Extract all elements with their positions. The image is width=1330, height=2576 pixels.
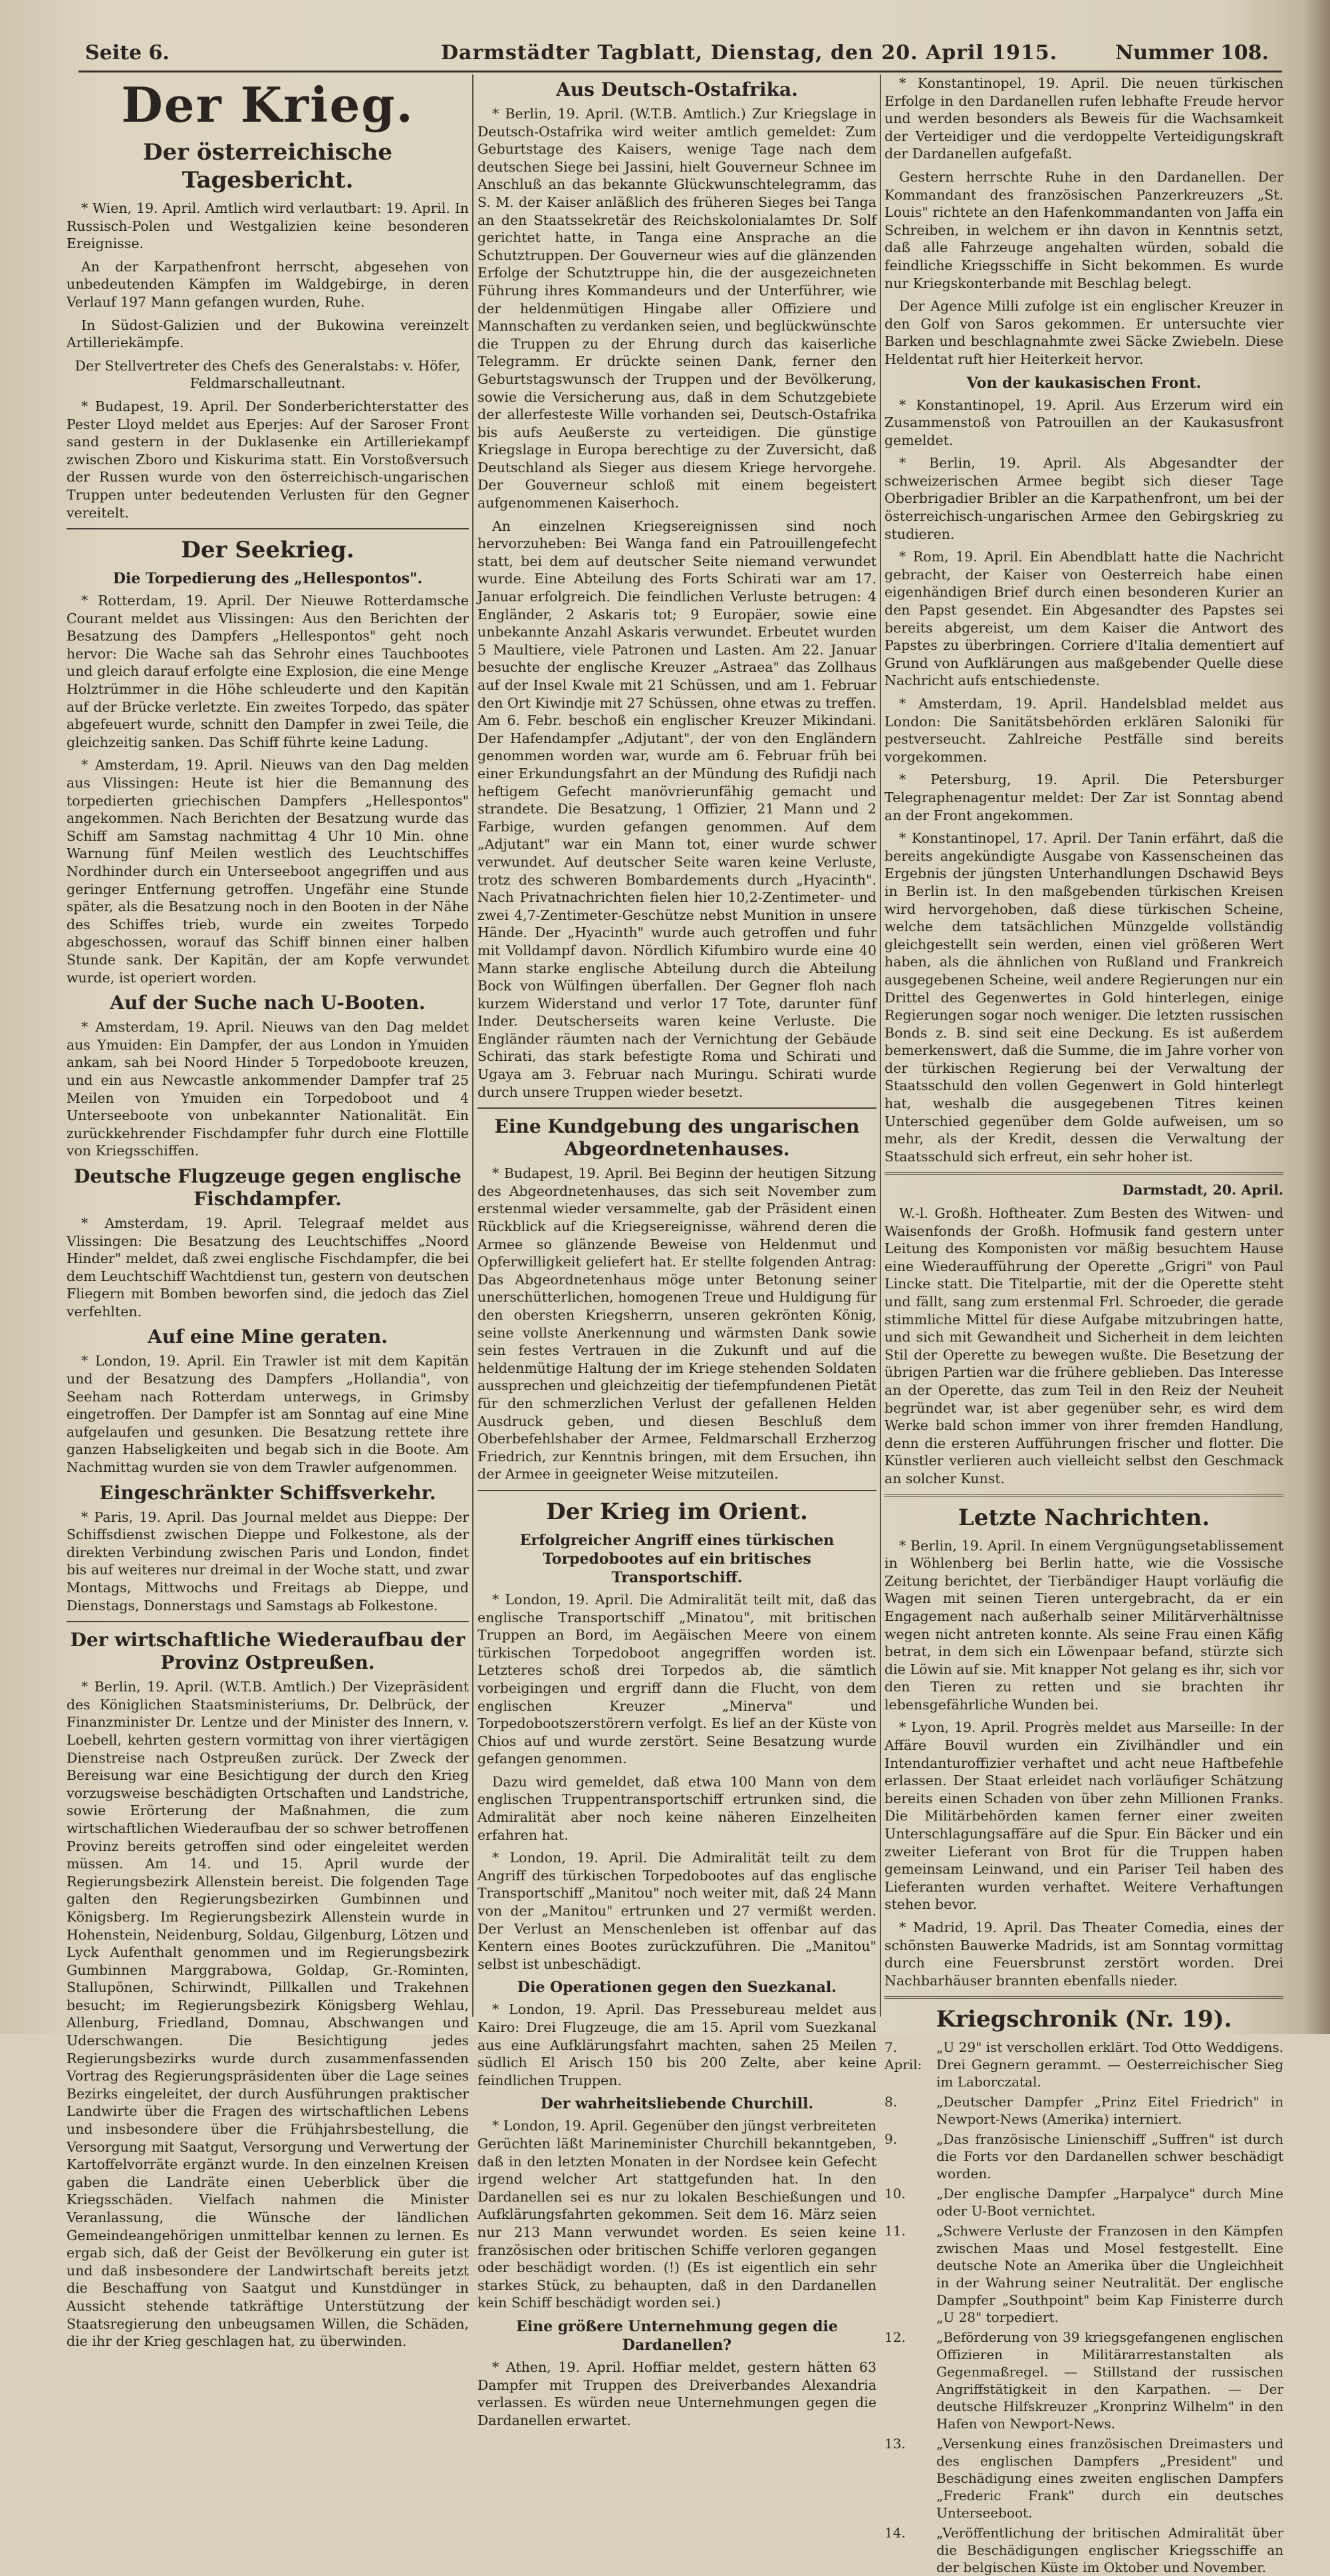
section-heading-orient: Der Krieg im Orient. <box>546 1498 808 1525</box>
section-heading-africa: Aus Deutsch-Ostafrika. <box>556 78 798 100</box>
article-paragraph: * Wien, 19. April. Amtlich wird verlautbart: 19. April. In Russisch-Polen und Westgalizien keine besonderen Ereignisse. <box>66 200 469 252</box>
chronicle-entry <box>884 2435 1283 2521</box>
subheading: Auf der Suche nach U-Booten. <box>110 992 426 1014</box>
column-3 <box>884 74 1283 2576</box>
article-paragraph: * Berlin, 19. April. Als Abgesandter der schweizerischen Armee begibt sich dieser Tage Oberbrigadier Bribler an die Karpathenfront, um bei der österreichisch-ungarischen Armee den Gebirgskrieg zu studieren. <box>884 455 1283 542</box>
article-paragraph: * Paris, 19. April. Das Journal meldet aus Dieppe: Der Schiffsdienst zwischen Dieppe und Folkestone, als der direkten Verbindung zwischen Paris und London, findet bis auf weiteres nur dreimal in der Woche statt, und zwar Montags, Mittwochs und Freitags ab Dieppe, und Dienstags, Donnerstags und Samstags ab Folkestone. <box>66 1508 469 1614</box>
article-paragraph: An der Karpathenfront herrscht, abgesehen von unbedeutenden Kämpfen im Waldgebirge, in deren Verlauf 197 Mann gefangen wurden, Ruhe. <box>66 258 469 310</box>
divider <box>66 1621 469 1622</box>
column-rule <box>472 74 473 2017</box>
chronicle-text: „Der englische Dampfer „Harpalyce" durch Mine oder U-Boot vernichtet. <box>936 2186 1283 2219</box>
subheading: Die Torpedierung des „Hellespontos". <box>112 570 423 588</box>
article-paragraph: * Petersburg, 19. April. Die Petersburger Telegraphenagentur meldet: Der Zar ist Sonntag abend an der Front angekommen. <box>884 772 1283 823</box>
main-title: Der Krieg. <box>121 76 414 133</box>
article-paragraph: In Südost-Galizien und der Bukowina vereinzelt Artilleriekämpfe. <box>66 317 469 351</box>
chronicle-date: 11. <box>884 2223 906 2239</box>
chronicle-entry <box>884 2130 1283 2182</box>
article-paragraph: * Budapest, 19. April. Der Sonderberichterstatter des Pester Lloyd meldet aus Eperjes: Auf der Saroser Front sand gestern in der Duklasenke ein Artilleriekampf zwischen Zboro und Kiskurima statt. Ein Vorstoßversuch der Russen wurde von den österreichisch-ungarischen Truppen unter bedeutenden Verlusten für den Gegner vereitelt. <box>66 398 469 521</box>
article-paragraph: * London, 19. April. Gegenüber den jüngst verbreiteten Gerüchten läßt Marineminister Churchill bekanntgeben, daß in den letzten Monaten in der Nordsee kein Gefecht irgend welcher Art stattgefunden hat. In den Dardanellen sei es nur zu lokalen Beschießungen und Aufklärungsfahrten gekommen. Seit dem 16. März seien nur 213 Mann verwundet worden. Es seien keine französischen oder britischen Schiffe verloren gegangen oder beschädigt worden. (!) (Es ist eigentlich ein sehr starkes Stück, zu behaupten, daß in den Dardanellen kein Schiff beschädigt worden sei.) <box>477 2118 876 2311</box>
article-paragraph: * Berlin, 19. April. (W.T.B. Amtlich.) Der Vizepräsident des Königlichen Staatsministeriums, Dr. Delbrück, der Finanzminister Dr. Lentze und der Minister des Innern, v. Loebell, kehrten gestern vormittag von ihrer viertägigen Dienstreise nach Ostpreußen zurück. Der Zweck der Bereisung war eine Besichtigung der durch den Krieg vorzugsweise beschädigten Ortschaften und Landstriche, sowie Erörterung der Maßnahmen, die zum wirtschaftlichen Wiederaufbau der so schwer betroffenen Provinz bereits getroffen sind oder eingeleitet werden müssen. Am 14. und 15. April wurde der Regierungsbezirk Allenstein bereist. Die folgenden Tage galten den Regierungsbezirken Gumbinnen und Königsberg. Im Regierungsbezirk Allenstein wurde in Hohenstein, Neidenburg, Soldau, Gilgenburg, Lötzen und Lyck Aufenthalt genommen und im Regierungsbezirk Gumbinnen Marggrabowa, Goldap, Gr.-Rominten, Stallupönen, Schirwindt, Pillkallen und Trakehnen besucht; im Regierungsbezirk Königsberg Wehlau, Allenburg, Friedland, Domnau, Abschwangen und Uderschwangen. Die Besichtigung jedes Regierungsbezirks wurde durch zusammenfassenden Vortrag des Regierungspräsidenten über die Lage seines Bezirks eingeleitet, der durch Ausführungen praktischer Landwirte über die Fragen des wirtschaftlichen Lebens und insbesondere über die Frühjahrsbestellung, die Versorgung mit Saatgut, Versorgung und Verwertung der Kartoffelvorräte ergänzt wurde. In den einzelnen Kreisen gaben die Landräte einen Ueberblick über die Kriegsschäden. Vielfach nahmen die Minister Veranlassung, die Wünsche der ländlichen Gemeindeangehörigen unmittelbar kennen zu lernen. Es ergab sich, daß der Geist der Bevölkerung ein guter ist und daß insbesondere der Landwirtschaft bereits jetzt die Beschaffung von Saatgut und Kunstdünger in Aussicht stehende tatkräftige Unterstützung der Staatsregierung den unbeugsamen Willen, die Schäden, die ihr der Krieg geschlagen hat, zu überwinden. <box>66 1679 469 2350</box>
subheading: Der wahrheitsliebende Churchill. <box>540 2095 814 2113</box>
subheading: Eingeschränkter Schiffsverkehr. <box>99 1481 436 1504</box>
issue-number: Nummer 108. <box>1115 41 1269 65</box>
subheading: Die Operationen gegen den Suezkanal. <box>517 1979 837 1997</box>
divider <box>884 1495 1283 1497</box>
section-heading-econ: Der wirtschaftliche Wiederaufbau der Provinz Ostpreußen. <box>70 1629 466 1674</box>
article-paragraph: * London, 19. April. Die Admiralität teilt mit, daß das englische Transportschiff „Minatou", mit britischen Truppen an Bord, im Aegäischen Meere von einem türkischen Torpedoboot angegriffen worden ist. Letzteres schoß drei Torpedos ab, die sämtlich vorbeigingen und ergriff dann die Flucht, von dem englischen Kreuzer „Minerva" und Torpedobootszerstörern verfolgt. Es lief an der Küste von Chios auf und wurde zerstört. Seine Besatzung wurde gefangen genommen. <box>477 1591 876 1767</box>
column-rule <box>880 74 881 2017</box>
chronicle-text: „Beförderung von 39 kriegsgefangenen englischen Offizieren in Militärarrestanstalten als Gegenmaßregel. — Stillstand der russischen Angriffstätigkeit in den Karpathen. — Der deutsche Hilfskreuzer „Kronprinz Wilhelm" in den Hafen von Newport-News. <box>936 2329 1283 2432</box>
chronicle-entry <box>884 2222 1283 2326</box>
chronicle-entry <box>884 2185 1283 2219</box>
divider <box>477 1107 876 1109</box>
article-paragraph: * Budapest, 19. April. Bei Beginn der heutigen Sitzung des Abgeordnetenhauses, das sich seit November zum erstenmal wieder versammelte, gab der Präsident einen Rückblick auf die Kriegsereignisse, während deren die Armee so glänzende Beweise von Heldenmut und Opferwilligkeit geliefert hat. Er stellte folgenden Antrag: Das Abgeordnetenhaus möge unter Betonung seiner unerschütterlichen, homogenen Treue und Huldigung für den obersten Kriegsherrn, unseren gekrönten König, seine vollste Anerkennung und wärmsten Dank sowie sein festes Vertrauen in die Zukunft und auf die heldenmütige Haltung der im Kriege stehenden Soldaten aussprechen und gleichzeitig der tiefempfundenen Pietät für den schmerzlichen Verlust der gefallenen Helden Ausdruck geben, und diesen Beschluß dem Oberbefehlshaber der Armee, Feldmarschall Erzherzog Friedrich, zur Kenntnis bringen, mit dem Ersuchen, ihn der Armee in geeigneter Weise mitzuteilen. <box>477 1165 876 1483</box>
dateline: Darmstadt, 20. April. <box>1122 1182 1283 1199</box>
article-paragraph: * Konstantinopel, 17. April. Der Tanin erfährt, daß die bereits angekündigte Ausgabe von Kassenscheinen das Ergebnis der jüngsten Unterhandlungen Dschawid Beys in Berlin ist. In den maßgebenden türkischen Kreisen wird hervorgehoben, daß diese türkischen Scheine, welche dem tatsächlichen Münzgelde vollständig gleichgestellt sein werden, einen viel größeren Wert haben, als die ähnlichen von Rußland und Frankreich ausgegebenen Scheine, weil andere Regierungen nur ein Drittel des Gegenwertes in Gold hinterlegen, einige Regierungen sogar noch weniger. Die letzten russischen Bonds z. B. sind seit eine Deckung. Es ist außerdem bemerkenswert, daß die Summe, die im Jahre vorher von der türkischen Regierung bei der Verwaltung der Staatsschuld den vollen Gegenwert in Gold hinterlegt hat, weshalb die ausgegebenen Titres keinen Unterschied gegenüber dem Golde aufweisen, um so mehr, als der Kredit, dessen die Verwaltung der Staatsschuld sich erfreut, ein sehr hoher ist. <box>884 830 1283 1165</box>
article-paragraph: * London, 19. April. Die Admiralität teilt zu dem Angriff des türkischen Torpedobootes auf das englische Transportschiff „Manitou" noch weiter mit, daß 24 Mann von der „Manitou" ertrunken und 27 vermißt werden. Der Verlust an Menschenleben ist offenbar auf das Kentern eines Bootes zurückzuführen. Die „Manitou" selbst ist unbeschädigt. <box>477 1850 876 1972</box>
article-paragraph: Der Agence Milli zufolge ist ein englischer Kreuzer in den Golf von Saros gekommen. Er untersuchte vier Barken und beschlagnahmte zwei Säcke Zwiebeln. Diese Heldentat ruft hier Heiterkeit hervor. <box>884 298 1283 367</box>
article-paragraph: * London, 19. April. Ein Trawler ist mit dem Kapitän und der Besatzung des Dampfers „Hollandia", von Seeham nach Rotterdam unterwegs, in Grimsby eingetroffen. Der Dampfer ist am Sonntag auf eine Mine aufgelaufen und gesunken. Die Besatzung rettete ihre ganzen Habseligkeiten und begab sich in die Boote. Am Nachmittag wurden sie von dem Trawler aufgenommen. <box>66 1353 469 1476</box>
divider <box>477 1490 876 1491</box>
article-paragraph: * Konstantinopel, 19. April. Aus Erzerum wird ein Zusammenstoß von Patrouillen an der Kaukasusfront gemeldet. <box>884 396 1283 448</box>
signature: Der Stellvertreter des Chefs des Generalstabs: v. Höfer, Feldmarschalleutnant. <box>74 357 461 392</box>
article-paragraph: * Berlin, 19. April. In einem Vergnügungsetablissement in Wöhlenberg bei Berlin hatte, wie die Vossische Zeitung berichtet, der Tierbändiger Haupt vorläufig die Wagen mit seinen Tieren untergebracht, da er ein Engagement nach außerhalb seiner Militärverhältnisse wegen nicht antreten konnte. Als seine Frau einen Käfig betrat, in dem sich ein Löwenpaar befand, stürzte sich die Löwin auf sie. Mit knapper Not gelang es ihr, sich vor den Tieren zu retten und sie brachten ihr lebensgefährliche Wunden bei. <box>884 1537 1283 1713</box>
section-heading-hungary: Eine Kundgebung des ungarischen Abgeordnetenhauses. <box>494 1115 860 1161</box>
divider <box>66 528 469 529</box>
chronicle-date: 14. <box>884 2525 906 2541</box>
subheading: Auf eine Mine geraten. <box>148 1326 388 1348</box>
chronicle-list <box>884 2039 1283 2576</box>
article-paragraph: An einzelnen Kriegsereignissen sind noch hervorzuheben: Bei Wanga fand ein Patrouillengefecht statt, bei dem auf deutscher Seite niemand verwundet wurde. Eine Abteilung des Forts Schirati war am 17. Januar erfolgreich. Die feindlichen Verluste betrugen: 4 Engländer, 2 Askaris tot; 9 Europäer, sowie eine unbekannte Anzahl Askaris verwundet. Erbeutet wurden 5 Maultiere, viele Patronen und Lasten. Am 22. Januar besuchte der englische Kreuzer „Astraea" das Zollhaus auf der Insel Kwale mit 21 Schüssen, und am 1. Februar den Ort Kiwindje mit 27 Schüssen, ohne etwas zu treffen. Am 6. Febr. beschoß ein englischer Kreuzer Mikindani. Der Hafendampfer „Adjutant", der von den Engländern genommen worden war, wurde am 6. Februar früh bei einer Erkundungsfahrt an der Mündung des Rufidji nach heftigem Gefecht manövrierunfähig gemacht und strandete. Die Besatzung, 1 Offizier, 21 Mann und 2 Farbige, wurden gefangen genommen. Auf dem „Adjutant" war ein Mann tot, einer wurde schwer verwundet. Auf deutscher Seite waren keine Verluste, trotz des schweren Bombardements durch „Hyacinth". Nach Privatnachrichten fielen hier 10,2-Zentimeter- und zwei 4,7-Zentimeter-Geschütze nebst Munition in unsere Hände. Der „Hyacinth" wurde auch getroffen und fuhr mit Volldampf davon. Nördlich Kifumbiro wurde eine 40 Mann starke englische Abteilung durch die Abteilung Bock von Wülfingen überfallen. Der Gegner floh nach kurzem Widerstand und verlor 17 Tote, darunter fünf Inder. Deutscherseits waren keine Verluste. Die Engländer räumten nach der Vernichtung der Gebäude Schirati, das stark befestigte Roma und Schirati und Ugaya am 3. Februar nach Muringu. Schirati wurde durch unsere Truppen wieder besetzt. <box>477 517 877 1100</box>
section-heading-latest: Letzte Nachrichten. <box>958 1504 1210 1531</box>
chronicle-text: „U 29" ist verschollen erklärt. Tod Otto Weddigens. Drei Gegnern gerammt. — Oesterreichischer Sieg im Laborczatal. <box>936 2039 1283 2090</box>
chronicle-entry <box>884 2329 1283 2432</box>
chronicle-text: „Veröffentlichung der britischen Admiralität über die Beschädigungen englischer Kriegsschiffe an der belgischen Küste im Oktober und November. <box>936 2525 1283 2576</box>
article-paragraph: * Amsterdam, 19. April. Handelsblad meldet aus London: Die Sanitätsbehörden erklären Saloniki für pestverseucht. Zahlreiche Pestfälle sind bereits vorgekommen. <box>884 696 1283 765</box>
article-paragraph: * Berlin, 19. April. (W.T.B. Amtlich.) Zur Kriegslage in Deutsch-Ostafrika wird weiter amtlich gemeldet: Zum Geburtstage des Kaisers, wenige Tage nach dem deutschen Siege bei Jassini, hielt Gouverneur Schnee im Anschluß an das bekannte Glückwunschtelegramm, das S. M. der Kaiser anläßlich des früheren Sieges bei Tanga an den Staatssekretär des Reichskolonialamtes Dr. Solf gerichtet hatte, in Tanga eine Ansprache an die Schutztruppen. Der Gouverneur wies auf die glänzenden Erfolge der Schutztruppe hin, die der ausgezeichneten Führung ihres Kommandeurs und der Unterführer, wie der heldenmütigen Hingabe aller Offiziere und Mannschaften zu verdanken seien, und beglückwünschte die Truppen zu der Ehrung durch das kaiserliche Telegramm. Er drückte seinen Dank, ferner den Geburtstagswunsch der Truppen und der Bevölkerung, sowie die Versicherung aus, daß in dem Schutzgebiete der allerfesteste Wille vorhanden sei, Deutsch-Ostafrika bis aufs Aeußerste zu verteidigen. Die günstige Kriegslage in Europa berechtige zu der Zuversicht, daß Deutschland als Sieger aus diesem Kriege hervorgehe. Der Gouverneur schloß mit einem begeistert aufgenommenen Kaiserhoch. <box>477 106 876 511</box>
masthead: Darmstädter Tagblatt, Dienstag, den 20. April 1915. <box>441 41 1058 65</box>
chronicle-entry <box>884 2093 1283 2128</box>
article-paragraph: * Amsterdam, 19. April. Nieuws van den Dag melden aus Vlissingen: Heute ist hier die Bemannung des torpedierten griechischen Dampfers „Hellespontos" angekommen. Nach Berichten der Besatzung wurde das Schiff am Samstag nachmittag 4 Uhr 10 Min. ohne Warnung fünf Meilen westlich des Leuchtschiffes Nordhinder durch ein Unterseeboot angegriffen und aus geringer Entfernung getroffen. Ungefähr eine Stunde später, als die Besatzung noch in den Booten in der Nähe des Schiffes trieb, wurde ein zweites Torpedo abgeschossen, worauf das Schiff binnen einer halben Stunde sank. Der Kapitän, der am Kopfe verwundet wurde, ist operiert worden. <box>66 757 469 986</box>
divider <box>884 1996 1283 1999</box>
subheading: Von der kaukasischen Front. <box>966 374 1202 392</box>
column-1 <box>66 74 469 2350</box>
article-paragraph: Gestern herrschte Ruhe in den Dardanellen. Der Kommandant des französischen Panzerkreuzers „St. Louis" richtete an den Hafenkommandanten von Jaffa ein Schreiben, in welchem er ihn davon in Kenntnis setzt, daß alle Fahrzeuge angehalten würden, sobald die feindliche Kriegsschiffe in Sicht bekommen. Es wurde nur Kriegskonterbande mit Beschlag belegt. <box>884 168 1283 291</box>
page-header <box>78 40 1282 72</box>
section-heading-seekrieg: Der Seekrieg. <box>181 537 354 564</box>
chronicle-text: „Schwere Verluste der Franzosen in den Kämpfen zwischen Maas und Mosel festgestellt. Eine deutsche Note an Amerika über die Ungleichheit in der Wahrung seiner Neutralität. Der englische Dampfer „Southpoint" beim Kap Finisterre durch „U 28" torpediert. <box>936 2223 1283 2326</box>
article-paragraph: * Lyon, 19. April. Progrès meldet aus Marseille: In der Affäre Bouvil wurden ein Zivilhändler und ein Intendanturoffizier verhaftet und acht neue Haftbefehle erlassen. Der Staat erleidet nach vorläufiger Schätzung bereits einen Schaden von über zehn Millionen Franks. Die Militärbehörden kamen ferner einer zweiten Unterschlagungsaffäre auf die Spur. Ein Bäcker und ein zweiter Lieferant von Brot für die Truppen haben gemeinsam Leinwand, und ein Pariser Teil haben des Lieferanten wurden verhaftet. Weitere Verhaftungen stehen bevor. <box>884 1719 1283 1913</box>
chronicle-entry <box>884 2524 1283 2576</box>
column-2 <box>477 74 877 2428</box>
article-paragraph: * Konstantinopel, 19. April. Die neuen türkischen Erfolge in den Dardanellen rufen lebhafte Freude hervor und werden besonders als Beweis für die Wachsamkeit der Verteidiger und die verdoppelte Verteidigungskraft der Dardanellen aufgefaßt. <box>884 75 1283 162</box>
article-paragraph: * Rom, 19. April. Ein Abendblatt hatte die Nachricht gebracht, der Kaiser von Oesterreich habe einen eigenhändigen Brief durch einen besonderen Kurier an den Papst gesendet. Ein Abgesandter des Papstes sei bereits abgereist, um dem Kaiser die Antwort des Papstes zu überbringen. Corriere d'Italia dementiert auf Grund von Aufklärungen aus maßgebender Quelle diese Nachricht aufs entschiedenste. <box>884 549 1283 689</box>
article-paragraph: * London, 19. April. Das Pressebureau meldet aus Kairo: Drei Flugzeuge, die am 15. April vom Suezkanal aus eine Aufklärungsfahrt machten, sahen 25 Meilen südlich El Arisch 150 bis 200 Zelte, aber keine feindlichen Truppen. <box>477 2001 876 2088</box>
section-heading-austria: Der österreichische Tagesbericht. <box>143 139 392 194</box>
chronicle-date: 7. April: <box>884 2039 922 2073</box>
subheading: Eine größere Unternehmung gegen die Dardanellen? <box>516 2317 838 2354</box>
chronicle-date: 13. <box>884 2436 906 2452</box>
article-paragraph: * Amsterdam, 19. April. Nieuws van den Dag meldet aus Ymuiden: Ein Dampfer, der aus London in Ymuiden ankam, sah bei Noord Hinder 5 Torpedoboote kreuzen, und ein aus Newcastle ankommender Dampfer traf 25 Meilen von Ymuiden ein Torpedoboot und 4 Unterseeboote von unbekannter Nationalität. Ein zurückkehrender Fischdampfer fuhr durch eine Flottille von Kriegsschiffen. <box>66 1019 469 1159</box>
chronicle-date: 10. <box>884 2186 906 2202</box>
chronicle-date: 9. <box>884 2131 898 2148</box>
chronicle-entry <box>884 2039 1283 2090</box>
chronicle-date: 8. <box>884 2094 898 2110</box>
page-number: Seite 6. <box>85 41 170 65</box>
chronicle-date: 12. <box>884 2329 906 2346</box>
subheading: Deutsche Flugzeuge gegen englische Fischdampfer. <box>74 1165 462 1210</box>
article-paragraph: * Amsterdam, 19. April. Telegraaf meldet aus Vlissingen: Die Besatzung des Leuchtschiffes „Noord Hinder" meldet, daß zwei englische Fischdampfer, die bei dem Leuchtschiff Wachtdienst tun, gestern von deutschen Fliegern mit Bomben beworfen sind, die jedoch das Ziel verfehlten. <box>66 1215 469 1320</box>
chronicle-text: „Deutscher Dampfer „Prinz Eitel Friedrich" in Newport-News (Amerika) interniert. <box>936 2094 1283 2128</box>
chronicle-text: „Versenkung eines französischen Dreimasters und des englischen Dampfers „President" und Beschädigung eines zweiten englischen Dampfers „Frederic Frank" durch ein deutsches Unterseeboot. <box>936 2436 1283 2521</box>
article-paragraph: Dazu wird gemeldet, daß etwa 100 Mann von dem englischen Truppentransportschiff ertrunken sind, die Admiralität aber noch keine näheren Einzelheiten erfahren hat. <box>477 1773 876 1843</box>
article-paragraph: * Madrid, 19. April. Das Theater Comedia, eines der schönsten Bauwerke Madrids, ist am Sonntag vormittag durch eine Feuersbrunst zerstört worden. Drei Nachbarhäuser brannten ebenfalls nieder. <box>884 1920 1283 1989</box>
page-edge-shadow <box>1303 0 1330 2034</box>
subheading: Erfolgreicher Angriff eines türkischen Torpedobootes auf ein britisches Transportschiff. <box>519 1531 835 1586</box>
divider <box>884 1172 1283 1175</box>
section-heading-chronicle: Kriegschronik (Nr. 19). <box>936 2006 1232 2033</box>
chronicle-text: „Das französische Linienschiff „Suffren" ist durch die Forts vor den Dardanellen schwer beschädigt worden. <box>936 2131 1283 2182</box>
article-paragraph: W.-l. Großh. Hoftheater. Zum Besten des Witwen- und Waisenfonds der Großh. Hofmusik fand gestern unter Leitung des Komponisten vor mäßig besuchtem Hause eine Wiederaufführung der Operette „Grigri" von Paul Lincke statt. Die Titelpartie, mit der die Operette steht und fällt, sang zum erstenmal Frl. Schroeder, die gerade stimmliche Mittel für diese Aufgabe mitzubringen hatte, und sich mit Gewandheit und Sicherheit in dem leichten Stil der Operette zu bewegen wußte. Die Besetzung der übrigen Partien war die frühere geblieben. Das Interesse an der Operette, das zum Teil in den Reiz der Neuheit begründet war, ist aber gegenüber sehr, es wird dem Werke bald schon immer von ihrer fremden Handlung, denn die ersteren Aufführungen frischer und flotter. Die Künstler verlieren auch vielleicht selbst den Geschmack an solcher Kunst. <box>884 1205 1283 1487</box>
article-paragraph: * Athen, 19. April. Hoffiar meldet, gestern hätten 63 Dampfer mit Truppen des Dreiverbandes Alexandria verlassen. Es würden neue Unternehmungen gegen die Dardanellen erwartet. <box>477 2359 876 2428</box>
article-paragraph: * Rotterdam, 19. April. Der Nieuwe Rotterdamsche Courant meldet aus Vlissingen: Aus den Berichten der Besatzung des Dampfers „Hellespontos" geht noch hervor: Die Wache sah das Sehrohr eines Tauchbootes und gleich darauf erfolgte eine Explosion, die eine Menge Holztrümmer in die Höhe schleuderte und den Kapitän auf der Brücke verletzte. Ein zweites Torpedo, das später abgefeuert wurde, schnitt den Dampfer in zwei Teile, die gleichzeitig sanken. Das Schiff führte keine Ladung. <box>66 593 469 750</box>
